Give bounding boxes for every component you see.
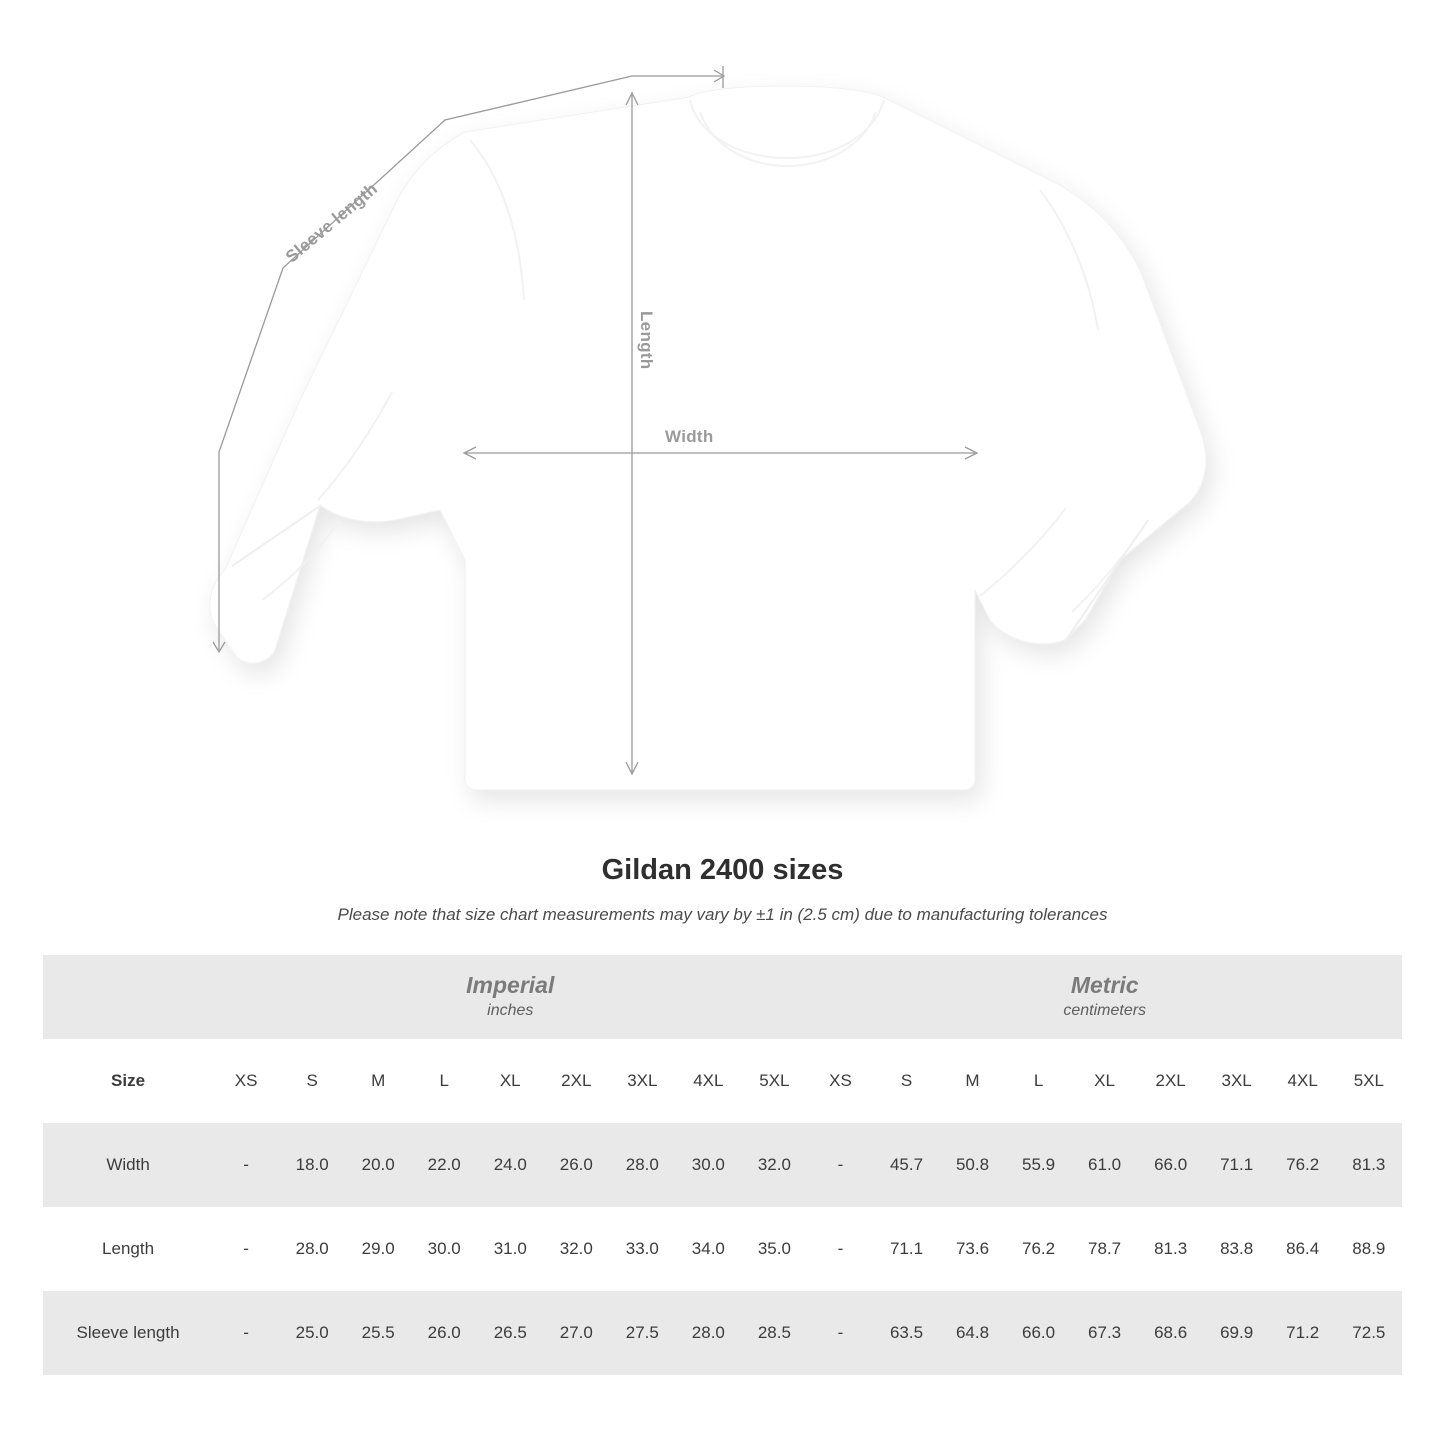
imperial-title: Imperial (466, 971, 555, 998)
table-row (43, 1291, 1402, 1375)
cell-width-met-4: 61.0 (1072, 1123, 1138, 1207)
cell-sleeve-imp-0: - (213, 1291, 279, 1375)
cell-width-imp-6: 28.0 (609, 1123, 675, 1207)
cell-width-imp-0: - (213, 1123, 279, 1207)
cell-length-imp-4: 31.0 (477, 1207, 543, 1291)
cell-length-imp-5: 32.0 (543, 1207, 609, 1291)
metric-title: Metric (1070, 971, 1139, 998)
cell-sleeve-imp-7: 28.0 (675, 1291, 741, 1375)
size-col-imp-5: 2XL (543, 1039, 609, 1123)
row-label-width: Width (43, 1123, 213, 1207)
row-label-sleeve-length: Sleeve length (43, 1291, 213, 1375)
cell-length-met-4: 78.7 (1072, 1207, 1138, 1291)
size-col-imp-6: 3XL (609, 1039, 675, 1123)
width-label: Width (665, 427, 714, 446)
metric-sub: centimeters (1063, 1002, 1147, 1020)
length-label: Length (637, 311, 656, 370)
cell-sleeve-imp-2: 25.5 (345, 1291, 411, 1375)
cell-length-imp-0: - (213, 1207, 279, 1291)
table-row (43, 1123, 1402, 1207)
page-title: Gildan 2400 sizes (601, 854, 844, 886)
cell-width-met-0: - (807, 1123, 873, 1207)
cell-sleeve-met-0: - (807, 1291, 873, 1375)
cell-width-imp-3: 22.0 (411, 1123, 477, 1207)
cell-sleeve-imp-3: 26.0 (411, 1291, 477, 1375)
size-col-imp-0: XS (213, 1039, 279, 1123)
size-col-imp-2: M (345, 1039, 411, 1123)
cell-sleeve-imp-1: 25.0 (279, 1291, 345, 1375)
unit-spacer (43, 955, 213, 1039)
row-header-label: Size (43, 1039, 213, 1123)
cell-sleeve-imp-5: 27.0 (543, 1291, 609, 1375)
cell-width-met-3: 55.9 (1006, 1123, 1072, 1207)
size-col-met-1: S (873, 1039, 939, 1123)
size-col-met-5: 2XL (1138, 1039, 1204, 1123)
row-label-length: Length (43, 1207, 213, 1291)
cell-length-imp-7: 34.0 (675, 1207, 741, 1291)
size-table (43, 955, 1402, 1375)
size-col-met-4: XL (1072, 1039, 1138, 1123)
size-col-met-8: 5XL (1336, 1039, 1402, 1123)
cell-sleeve-met-2: 64.8 (940, 1291, 1006, 1375)
cell-length-met-7: 86.4 (1270, 1207, 1336, 1291)
cell-width-met-2: 50.8 (940, 1123, 1006, 1207)
cell-width-imp-8: 32.0 (741, 1123, 807, 1207)
size-col-imp-3: L (411, 1039, 477, 1123)
title-block (0, 854, 1445, 925)
cell-length-imp-1: 28.0 (279, 1207, 345, 1291)
cell-width-met-7: 76.2 (1270, 1123, 1336, 1207)
cell-width-imp-5: 26.0 (543, 1123, 609, 1207)
size-col-imp-4: XL (477, 1039, 543, 1123)
cell-width-met-8: 81.3 (1336, 1123, 1402, 1207)
size-table-wrapper (43, 955, 1402, 1375)
cell-width-imp-4: 24.0 (477, 1123, 543, 1207)
cell-length-met-6: 83.8 (1204, 1207, 1270, 1291)
imperial-sub: inches (487, 1002, 534, 1020)
cell-length-met-0: - (807, 1207, 873, 1291)
cell-width-imp-1: 18.0 (279, 1123, 345, 1207)
cell-width-met-1: 45.7 (873, 1123, 939, 1207)
cell-sleeve-met-8: 72.5 (1336, 1291, 1402, 1375)
cell-length-met-8: 88.9 (1336, 1207, 1402, 1291)
cell-sleeve-met-7: 71.2 (1270, 1291, 1336, 1375)
size-col-met-7: 4XL (1270, 1039, 1336, 1123)
cell-sleeve-imp-8: 28.5 (741, 1291, 807, 1375)
size-col-met-2: M (940, 1039, 1006, 1123)
cell-length-met-2: 73.6 (940, 1207, 1006, 1291)
cell-sleeve-met-6: 69.9 (1204, 1291, 1270, 1375)
cell-sleeve-met-1: 63.5 (873, 1291, 939, 1375)
cell-length-imp-3: 30.0 (411, 1207, 477, 1291)
cell-length-met-1: 71.1 (873, 1207, 939, 1291)
cell-length-met-3: 76.2 (1006, 1207, 1072, 1291)
cell-width-imp-2: 20.0 (345, 1123, 411, 1207)
cell-width-imp-7: 30.0 (675, 1123, 741, 1207)
size-col-met-6: 3XL (1204, 1039, 1270, 1123)
cell-sleeve-met-3: 66.0 (1006, 1291, 1072, 1375)
sleeve-length-label: Sleeve length (282, 179, 382, 267)
unit-header-row (43, 955, 1402, 1039)
size-col-imp-7: 4XL (675, 1039, 741, 1123)
cell-length-imp-8: 35.0 (741, 1207, 807, 1291)
size-header-row (43, 1039, 1402, 1123)
cell-sleeve-met-4: 67.3 (1072, 1291, 1138, 1375)
size-col-met-0: XS (807, 1039, 873, 1123)
cell-sleeve-met-5: 68.6 (1138, 1291, 1204, 1375)
cell-width-met-6: 71.1 (1204, 1123, 1270, 1207)
size-col-imp-1: S (279, 1039, 345, 1123)
table-row (43, 1207, 1402, 1291)
cell-sleeve-imp-4: 26.5 (477, 1291, 543, 1375)
size-col-met-3: L (1006, 1039, 1072, 1123)
tolerance-note: Please note that size chart measurements may vary by ±1 in (2.5 cm) due to manufacturing tolerances (337, 905, 1108, 924)
cell-length-imp-2: 29.0 (345, 1207, 411, 1291)
cell-length-met-5: 81.3 (1138, 1207, 1204, 1291)
cell-sleeve-imp-6: 27.5 (609, 1291, 675, 1375)
cell-width-met-5: 66.0 (1138, 1123, 1204, 1207)
imperial-unit-cell (213, 955, 807, 1039)
size-col-imp-8: 5XL (741, 1039, 807, 1123)
metric-unit-cell (807, 955, 1402, 1039)
cell-length-imp-6: 33.0 (609, 1207, 675, 1291)
